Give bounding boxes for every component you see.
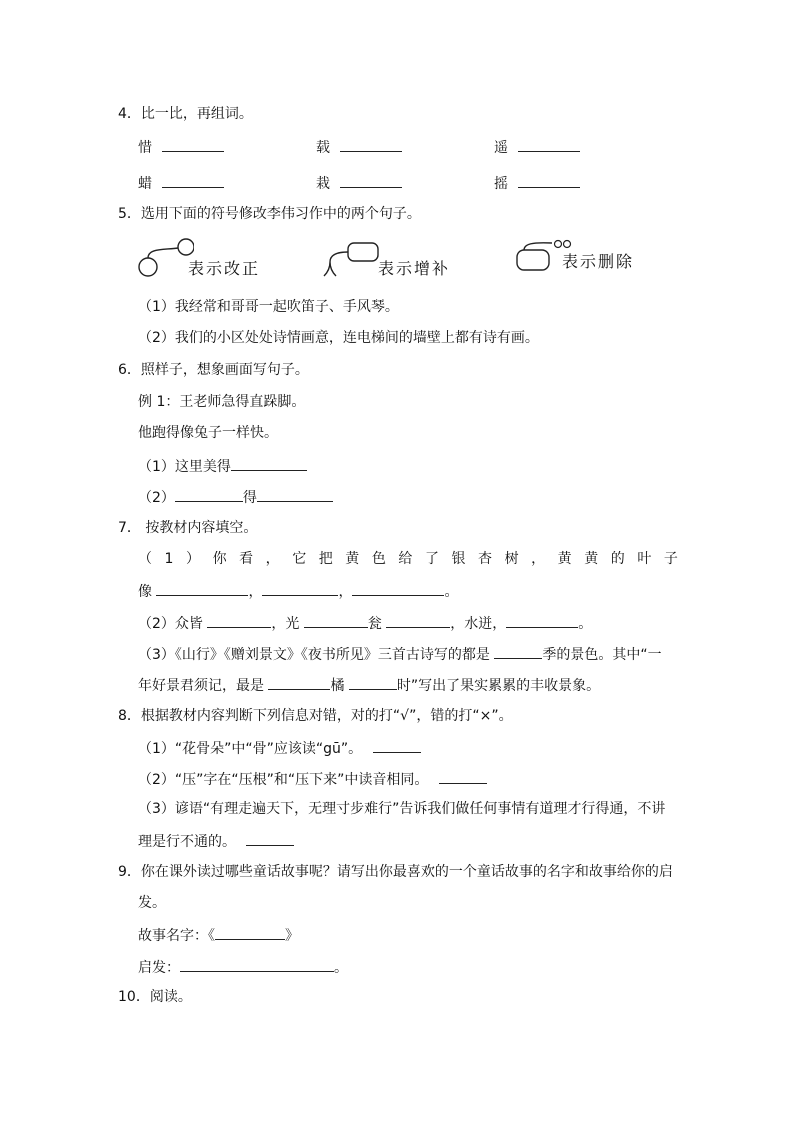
answer-blank[interactable]: [304, 612, 368, 628]
q9-story-name: [138, 924, 299, 946]
q4-item: [494, 136, 580, 158]
q8-item-3-line-1: （3）谚语“有理走遍天下，无理寸步难行”告诉我们做任何事情有道理才行得通，不讲: [138, 801, 666, 817]
q4-item: [138, 172, 224, 194]
q7-text: 季的景色。其中“一: [542, 647, 662, 663]
q9-text: 》: [285, 928, 299, 944]
symbol-label: 表示改正: [188, 259, 261, 278]
symbol-label: 表示增补: [378, 259, 451, 278]
q7-text: ，: [248, 584, 263, 600]
q7-text: 。: [444, 584, 459, 600]
q6-item-1-text: （1）这里美得: [138, 459, 231, 475]
q7-text: ，水迸，: [450, 616, 507, 632]
q7-item-1-line-2: [138, 580, 458, 602]
q8-text: （2）“压”字在“压根”和“压下来”中读音相同。: [138, 772, 429, 788]
q8-item-1: [138, 737, 421, 759]
char: 叶: [637, 551, 652, 567]
answer-blank[interactable]: [175, 486, 243, 502]
q4-char: 惜: [138, 140, 152, 156]
answer-blank[interactable]: [518, 136, 580, 152]
q4-item: [316, 172, 402, 194]
answer-blank[interactable]: [386, 612, 450, 628]
q7-title: 7． 按教材内容填空。: [118, 520, 258, 536]
q7-text: 橘: [330, 678, 345, 694]
correction-mark-icon: [134, 236, 194, 280]
q4-item: [494, 172, 580, 194]
q7-item-3-line-2: [138, 674, 600, 696]
q4-char: 遥: [494, 140, 508, 156]
inspiration-blank[interactable]: [180, 956, 334, 972]
answer-blank[interactable]: [494, 643, 542, 659]
q5-sentence-2: （2）我们的小区处处诗情画意，连电梯间的墙壁上都有诗有画。: [138, 330, 539, 346]
answer-blank[interactable]: [506, 612, 578, 628]
q6-item-2-text: 得: [242, 490, 257, 506]
answer-blank[interactable]: [373, 737, 421, 753]
answer-blank[interactable]: [352, 580, 444, 596]
char: 给: [398, 551, 413, 567]
answer-blank[interactable]: [340, 172, 402, 188]
answer-blank[interactable]: [257, 486, 333, 502]
q7-item-2: [138, 612, 592, 634]
char: ，: [531, 551, 546, 567]
q7-text: 像: [138, 584, 152, 600]
q10-title: 10．阅读。: [118, 989, 192, 1005]
q6-item-2: [138, 486, 333, 508]
q7-text: 时”写出了果实累累的丰收景象。: [396, 678, 601, 694]
char: 你: [212, 551, 227, 567]
char: ）: [186, 551, 201, 567]
q4-char: 摇: [494, 176, 508, 192]
answer-blank[interactable]: [262, 580, 338, 596]
q4-char: 栽: [316, 176, 330, 192]
q9-title-cont: 发。: [138, 895, 166, 911]
char: （: [138, 551, 152, 567]
char: 黄: [557, 551, 572, 567]
char: 1: [164, 551, 174, 567]
q6-title: 6．照样子，想象画面写句子。: [118, 362, 309, 378]
answer-blank[interactable]: [246, 830, 294, 846]
answer-blank[interactable]: [207, 612, 271, 628]
q9-text: 。: [334, 960, 348, 976]
char: 子: [663, 551, 678, 567]
q7-text: （2）众皆: [138, 616, 203, 632]
char: 把: [318, 551, 333, 567]
q4-char: 载: [316, 140, 330, 156]
char: 的: [610, 551, 625, 567]
q7-text: 年好景君须记，最是: [138, 678, 264, 694]
q9-text: 启发：: [138, 960, 180, 976]
q8-text: 理是行不通的。: [138, 834, 236, 850]
answer-blank[interactable]: [349, 674, 397, 690]
answer-blank[interactable]: [268, 674, 330, 690]
q8-text: （1）“花骨朵”中“骨”应该读“gū”。: [138, 741, 363, 757]
q6-example-2: 他跑得像兔子一样快。: [138, 425, 278, 441]
char: 看: [239, 551, 254, 567]
q4-item: [316, 136, 402, 158]
char: 它: [292, 551, 307, 567]
q9-inspiration: [138, 956, 348, 978]
char: 了: [424, 551, 439, 567]
q9-text: 故事名字：《: [138, 928, 215, 944]
q8-item-2: [138, 768, 487, 790]
q6-item-2-prefix: （2）: [138, 490, 175, 506]
q9-title: 9．你在课外读过哪些童话故事呢？请写出你最喜欢的一个童话故事的名字和故事给你的启: [118, 864, 673, 880]
insertion-mark-icon: [320, 238, 384, 278]
story-name-blank[interactable]: [215, 924, 285, 940]
char: 树: [504, 551, 519, 567]
char: ，: [265, 551, 280, 567]
q7-item-3-line-1: [138, 643, 662, 665]
q7-text: 。: [578, 616, 593, 632]
q5-title: 5．选用下面的符号修改李伟习作中的两个句子。: [118, 206, 421, 222]
char: 杏: [478, 551, 493, 567]
q7-text: ，光: [271, 616, 300, 632]
answer-blank[interactable]: [162, 136, 224, 152]
answer-blank[interactable]: [439, 768, 487, 784]
q7-text: 瓮: [367, 616, 382, 632]
symbol-label: 表示删除: [562, 252, 635, 271]
char: 银: [451, 551, 466, 567]
q7-text: （3）《山行》《赠刘景文》《夜书所见》三首古诗写的都是: [138, 647, 490, 663]
answer-blank[interactable]: [340, 136, 402, 152]
char: 黄: [584, 551, 599, 567]
answer-blank[interactable]: [162, 172, 224, 188]
q4-item: [138, 136, 224, 158]
char: 色: [371, 551, 386, 567]
answer-blank[interactable]: [518, 172, 580, 188]
q8-title: 8．根据教材内容判断下列信息对错，对的打“√”，错的打“×”。: [118, 708, 513, 724]
q4-char: 蜡: [138, 176, 152, 192]
q7-text: ，: [338, 584, 353, 600]
q5-sentence-1: （1）我经常和哥哥一起吹笛子、手风琴。: [138, 299, 399, 315]
q6-example-1: 例 1：王老师急得直跺脚。: [138, 394, 306, 410]
q6-item-1: [138, 455, 307, 477]
q7-item-1-line-1: [138, 549, 678, 569]
q4-title: 4．比一比，再组词。: [118, 106, 253, 122]
answer-blank[interactable]: [231, 455, 307, 471]
char: 黄: [345, 551, 360, 567]
q8-item-3-line-2: [138, 830, 294, 852]
answer-blank[interactable]: [156, 580, 248, 596]
